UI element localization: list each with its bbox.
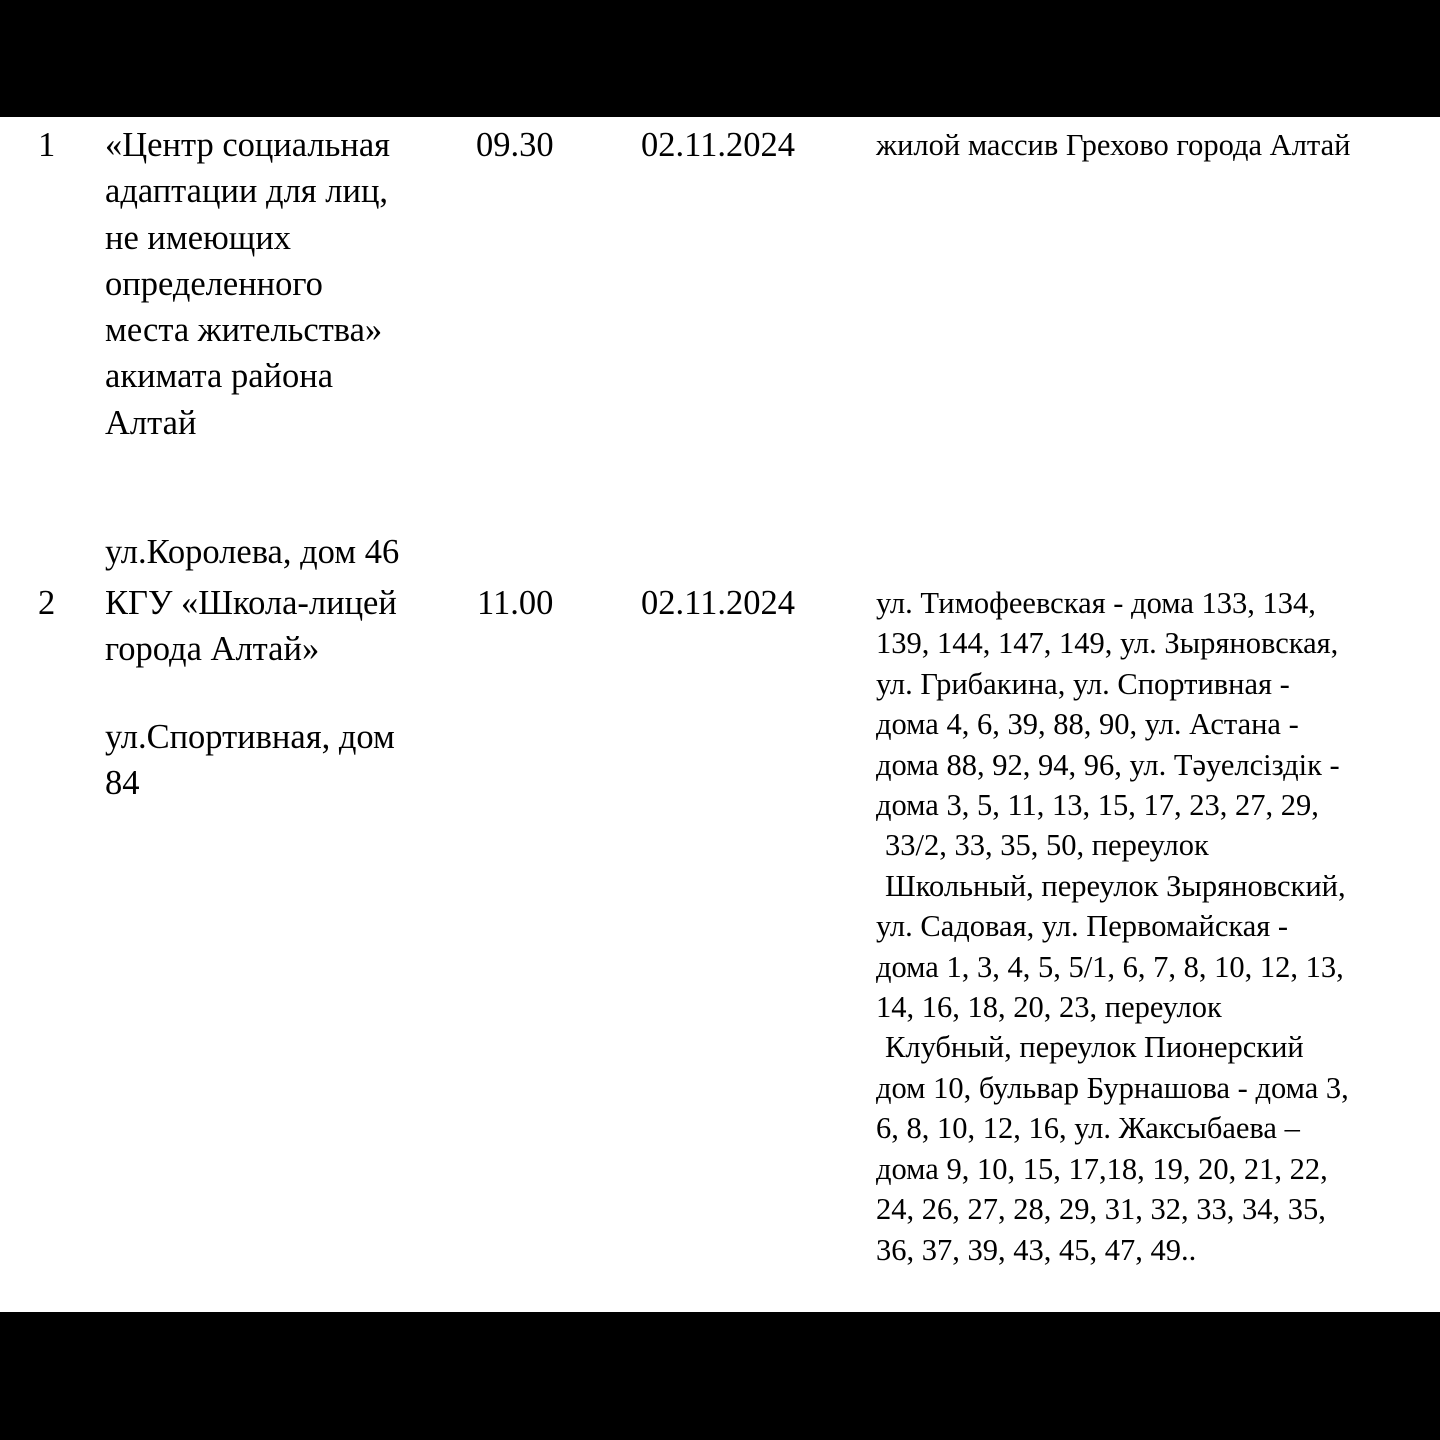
row-2-date: 02.11.2024: [641, 584, 795, 622]
row-2-address-line: 84: [105, 764, 140, 803]
row-1-territory-line: жилой массив Грехово города Алтай: [876, 128, 1351, 162]
row-2-address-line: ул.Спортивная, дом: [105, 718, 395, 756]
row-1-place-line: не имеющих: [105, 218, 292, 257]
row-2-place-line: КГУ «Школа-лицей: [105, 584, 397, 622]
row-2-territory: [876, 583, 1349, 1270]
row-2-territory-line: дом 10, бульвар Бурнашова - дома 3,: [876, 1070, 1349, 1105]
row-2-territory-line: ул. Грибакина, ул. Спортивная -: [876, 666, 1290, 701]
row-2-territory-line: дома 9, 10, 15, 17,18, 19, 20, 21, 22,: [876, 1151, 1328, 1186]
row-2-polling-place: [105, 580, 397, 673]
row-1-date: 02.11.2024: [641, 126, 795, 164]
row-1-place-line: места жительства»: [105, 311, 383, 350]
row-2-territory-line: 33/2, 33, 35, 50, переулок: [885, 828, 1209, 863]
row-1-territory: [876, 125, 1350, 165]
row-2-place-line: города Алтай»: [105, 630, 320, 669]
row-1-address: ул.Королева, дом 46: [105, 533, 400, 571]
row-2-number: 2: [38, 584, 56, 622]
row-1-number: 1: [38, 126, 56, 164]
row-1-place-line: «Центр социальная: [105, 126, 391, 164]
row-1-place-line: определенного: [105, 264, 323, 303]
row-2-territory-line: 14, 16, 18, 20, 23, переулок: [876, 990, 1222, 1025]
row-2-territory-line: дома 88, 92, 94, 96, ул. Тәуелсіздік -: [876, 747, 1340, 782]
row-2-territory-line: 36, 37, 39, 43, 45, 47, 49..: [876, 1232, 1197, 1267]
row-2-territory-line: дома 1, 3, 4, 5, 5/1, 6, 7, 8, 10, 12, 13,: [876, 949, 1344, 984]
row-2-territory-line: Школьный, переулок Зыряновский,: [885, 868, 1346, 903]
document-page: [0, 117, 1440, 1312]
row-2-address: [105, 714, 395, 807]
row-2-territory-line: ул. Садовая, ул. Первомайская -: [876, 909, 1289, 944]
row-1-time: 09.30: [476, 126, 554, 164]
row-2-territory-line: Клубный, переулок Пионерский: [885, 1030, 1304, 1065]
row-2-territory-line: дома 3, 5, 11, 13, 15, 17, 23, 27, 29,: [876, 788, 1319, 823]
row-2-territory-line: ул. Тимофеевская - дома 133, 134,: [876, 586, 1316, 620]
row-1-place-line: акимата района: [105, 357, 334, 396]
row-1-polling-place: [105, 122, 390, 446]
row-2-territory-line: дома 4, 6, 39, 88, 90, ул. Астана -: [876, 707, 1299, 742]
row-1-place-line: Алтай: [105, 403, 197, 442]
row-2-territory-line: 139, 144, 147, 149, ул. Зыряновская,: [876, 626, 1339, 661]
row-2-time: 11.00: [477, 584, 554, 622]
row-1-place-line: адаптации для лиц,: [105, 172, 389, 211]
row-2-territory-line: 24, 26, 27, 28, 29, 31, 32, 33, 34, 35,: [876, 1192, 1326, 1227]
row-2-territory-line: 6, 8, 10, 12, 16, ул. Жаксыбаева –: [876, 1111, 1300, 1146]
